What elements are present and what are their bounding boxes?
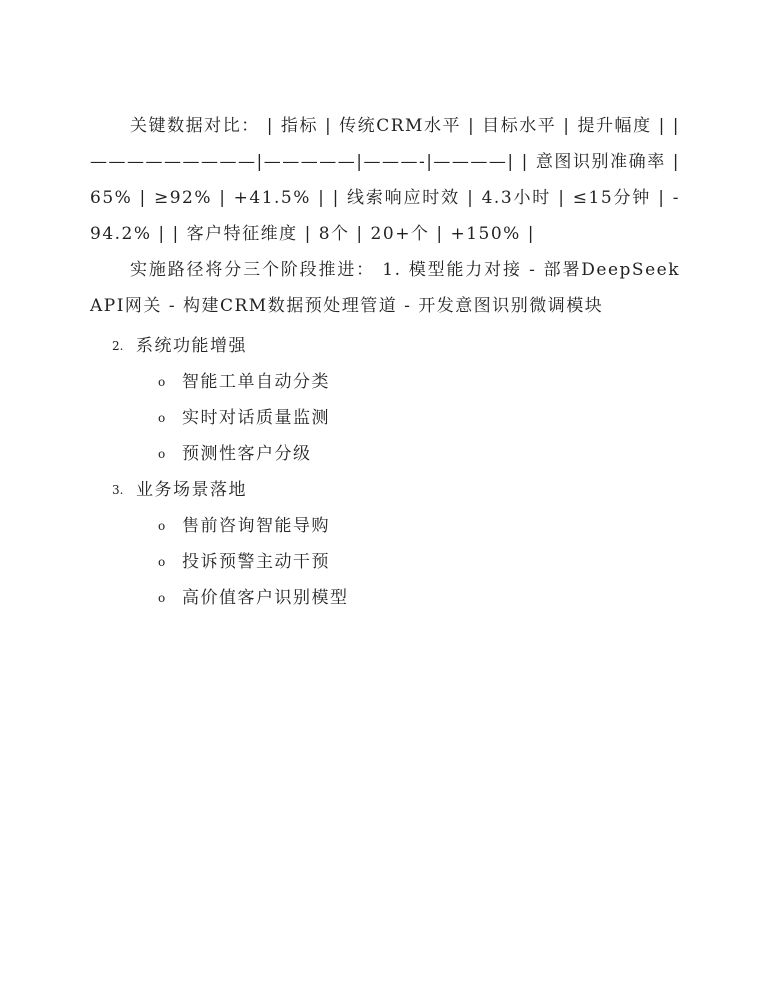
list-item [136,508,680,544]
phase-sublist [136,364,680,472]
bullet-icon: o [158,591,166,605]
bullet-icon: o [158,411,166,425]
list-item [136,544,680,580]
list-item [136,580,680,616]
phase-title: 业务场景落地 [136,480,247,500]
list-item-text: 实时对话质量监测 [182,408,330,428]
phase-item [90,328,680,472]
phase-number: 2. [112,339,124,353]
bullet-icon: o [158,519,166,533]
phase-list [90,328,680,616]
list-item [136,364,680,400]
phase-title: 系统功能增强 [136,336,247,356]
list-item-text: 高价值客户识别模型 [182,588,349,608]
comparison-paragraph: 关键数据对比： | 指标 | 传统CRM水平 | 目标水平 | 提升幅度 | |—————————|—————|———-|————| | 意图识别准确率 | 65% | ≥92% | +41.5% | | 线索响应时效 | 4.3小时 | ≤15分钟 | -94.2% | | 客户特征维度 | 8个 | 20+个 | +150% | [90,116,680,244]
bullet-icon: o [158,555,166,569]
bullet-icon: o [158,447,166,461]
list-item-text: 投诉预警主动干预 [182,552,330,572]
list-item-text: 预测性客户分级 [182,444,312,464]
phase-number: 3. [112,483,124,497]
roadmap-paragraph: 实施路径将分三个阶段推进： 1. 模型能力对接 - 部署DeepSeek API网关 - 构建CRM数据预处理管道 - 开发意图识别微调模块 [90,260,680,316]
bullet-icon: o [158,375,166,389]
list-item [136,400,680,436]
document-body [90,108,680,616]
list-item [136,436,680,472]
phase-sublist [136,508,680,616]
phase-item [90,472,680,616]
list-item-text: 售前咨询智能导购 [182,516,330,536]
list-item-text: 智能工单自动分类 [182,372,330,392]
